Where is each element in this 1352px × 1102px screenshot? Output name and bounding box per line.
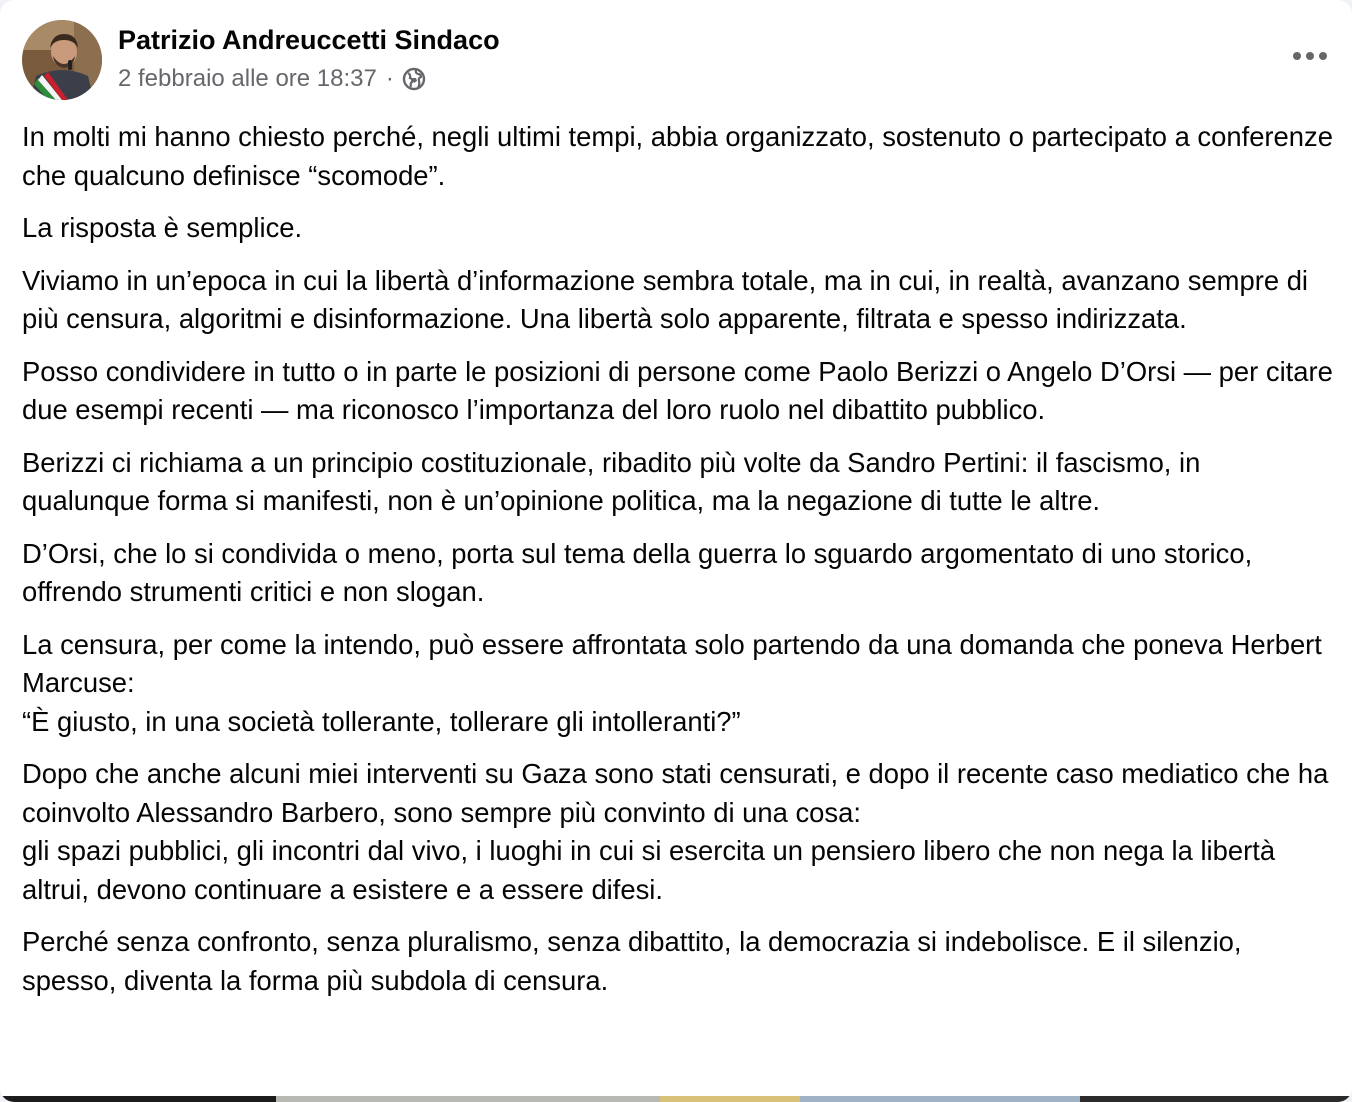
post-paragraph: Perché senza confronto, senza pluralismo, senza dibattito, la democrazia si indebolisce. E il silenzio, spesso, diventa la forma più subdola di censura.: [22, 926, 1242, 996]
media-preview-segment: [276, 1096, 660, 1102]
more-options-button[interactable]: [1288, 38, 1332, 74]
more-horizontal-icon: [1292, 51, 1328, 61]
media-preview-segment: [1080, 1096, 1352, 1102]
post-paragraph: La censura, per come la intendo, può essere affrontata solo partendo da una domanda che poneva Herbert Marcuse: “È giusto, in una società tollerante, tollerare gli intolleranti?”: [22, 628, 1322, 737]
post-paragraph: D’Orsi, che lo si condivida o meno, porta sul tema della guerra lo sguardo argomentato di uno storico, offrendo strumenti critici e non slogan.: [22, 537, 1253, 607]
post-paragraph: In molti mi hanno chiesto perché, negli ultimi tempi, abbia organizzato, sostenuto o partecipato a conferenze che qualcuno definisce “scomode”.: [22, 121, 1333, 191]
post-media-preview[interactable]: [0, 1096, 1352, 1102]
avatar[interactable]: [22, 20, 102, 100]
author-name[interactable]: Patrizio Andreuccetti Sindaco: [118, 25, 500, 55]
post-paragraph: Viviamo in un’epoca in cui la libertà d’informazione sembra totale, ma in cui, in realtà, avanzano sempre di più censura, algoritmi e disinformazione. Una libertà solo apparente, filtrata e spesso indirizzata.: [22, 264, 1309, 334]
avatar-photo: [22, 20, 102, 100]
post-paragraph: Dopo che anche alcuni miei interventi su Gaza sono stati censurati, e dopo il recente caso mediatico che ha coinvolto Alessandro Barbero, sono sempre più convinto di una cosa: gli spazi pubblici, gli incontri dal vivo, i luoghi in cui si esercita un pensiero libero che non nega la libertà altrui, devono continuare a esistere e a essere difesi.: [22, 758, 1329, 905]
post-header: [22, 20, 1330, 102]
globe-icon[interactable]: [402, 67, 426, 91]
media-preview-segment: [0, 1096, 276, 1102]
media-preview-segment: [800, 1096, 1080, 1102]
post-paragraph: Posso condividere in tutto o in parte le posizioni di persone come Paolo Berizzi o Angelo D’Orsi — per citare due esempi recenti — ma riconosco l’importanza del loro ruolo nel dibattito pubblico.: [22, 355, 1333, 425]
post-paragraph: Berizzi ci richiama a un principio costituzionale, ribadito più volte da Sandro Pertini: il fascismo, in qualunque forma si manifesti, non è un’opinione politica, ma la negazione di tutte le altre.: [22, 446, 1201, 516]
post-paragraph: La risposta è semplice.: [22, 212, 303, 243]
post-text: [22, 118, 1334, 1014]
post-meta: [118, 65, 426, 93]
meta-separator: ·: [385, 65, 394, 92]
media-preview-segment: [660, 1096, 800, 1102]
post-timestamp[interactable]: 2 febbraio alle ore 18:37: [118, 65, 377, 92]
